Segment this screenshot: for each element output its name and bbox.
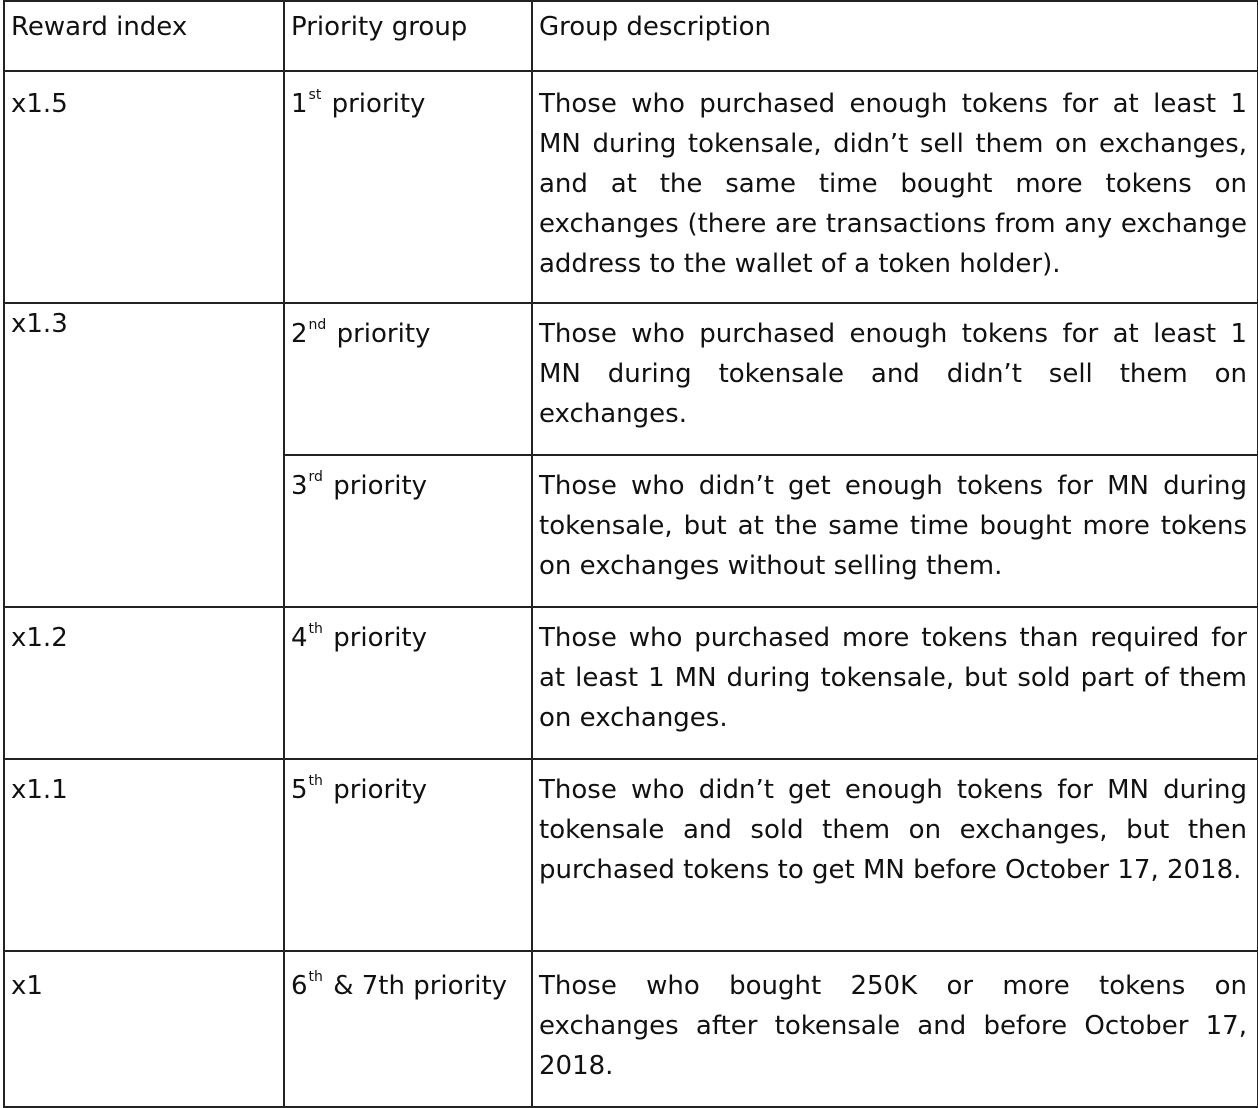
priority-ordinal-suffix: th bbox=[308, 621, 323, 637]
priority-number: 6 bbox=[291, 971, 308, 1001]
reward-index-cell: x1.1 bbox=[4, 759, 284, 951]
reward-priority-table bbox=[3, 0, 1258, 1108]
group-description-cell: Those who didn’t get enough tokens for MN during tokensale and sold them on exchanges, but then purchased tokens to get MN before October 17, 2018. bbox=[532, 759, 1258, 951]
header-priority-group: Priority group bbox=[284, 1, 532, 71]
table-row bbox=[4, 759, 1258, 951]
priority-label: priority bbox=[333, 623, 428, 653]
table-row bbox=[4, 303, 1258, 455]
priority-label: priority bbox=[331, 89, 426, 119]
reward-index-cell: x1.2 bbox=[4, 607, 284, 759]
header-reward-index: Reward index bbox=[4, 1, 284, 71]
table-row bbox=[4, 71, 1258, 303]
priority-ordinal-suffix: nd bbox=[308, 317, 327, 333]
table-row bbox=[4, 951, 1258, 1107]
priority-ordinal-suffix: th bbox=[308, 773, 323, 789]
priority-ordinal-suffix: rd bbox=[308, 469, 323, 485]
header-group-description: Group description bbox=[532, 1, 1258, 71]
priority-ordinal-suffix: st bbox=[308, 87, 322, 103]
priority-group-cell bbox=[284, 71, 532, 303]
priority-group-cell bbox=[284, 759, 532, 951]
priority-ordinal-suffix: th bbox=[308, 969, 323, 985]
priority-label: priority bbox=[333, 471, 428, 501]
reward-index-cell: x1 bbox=[4, 951, 284, 1107]
group-description-cell: Those who purchased more tokens than required for at least 1 MN during tokensale, but sold part of them on exchanges. bbox=[532, 607, 1258, 759]
priority-label: & 7th priority bbox=[333, 971, 508, 1001]
table-row bbox=[4, 607, 1258, 759]
group-description-cell: Those who bought 250K or more tokens on exchanges after tokensale and before October 17, 2018. bbox=[532, 951, 1258, 1107]
priority-label: priority bbox=[336, 319, 431, 349]
priority-group-cell bbox=[284, 455, 532, 607]
priority-number: 4 bbox=[291, 623, 308, 653]
priority-number: 1 bbox=[291, 89, 308, 119]
priority-number: 5 bbox=[291, 775, 308, 805]
reward-index-cell: x1.5 bbox=[4, 71, 284, 303]
group-description-cell: Those who purchased enough tokens for at least 1 MN during tokensale and didn’t sell them on exchanges. bbox=[532, 303, 1258, 455]
priority-number: 2 bbox=[291, 319, 308, 349]
group-description-cell: Those who didn’t get enough tokens for MN during tokensale, but at the same time bought more tokens on exchanges without selling them. bbox=[532, 455, 1258, 607]
priority-number: 3 bbox=[291, 471, 308, 501]
priority-label: priority bbox=[333, 775, 428, 805]
priority-group-cell bbox=[284, 951, 532, 1107]
priority-group-cell bbox=[284, 303, 532, 455]
reward-index-cell: x1.3 bbox=[4, 303, 284, 607]
group-description-cell: Those who purchased enough tokens for at least 1 MN during tokensale, didn’t sell them on exchanges, and at the same time bought more tokens on exchanges (there are transactions from any exchange address to the wallet of a token holder). bbox=[532, 71, 1258, 303]
priority-group-cell bbox=[284, 607, 532, 759]
table-header-row bbox=[4, 1, 1258, 71]
